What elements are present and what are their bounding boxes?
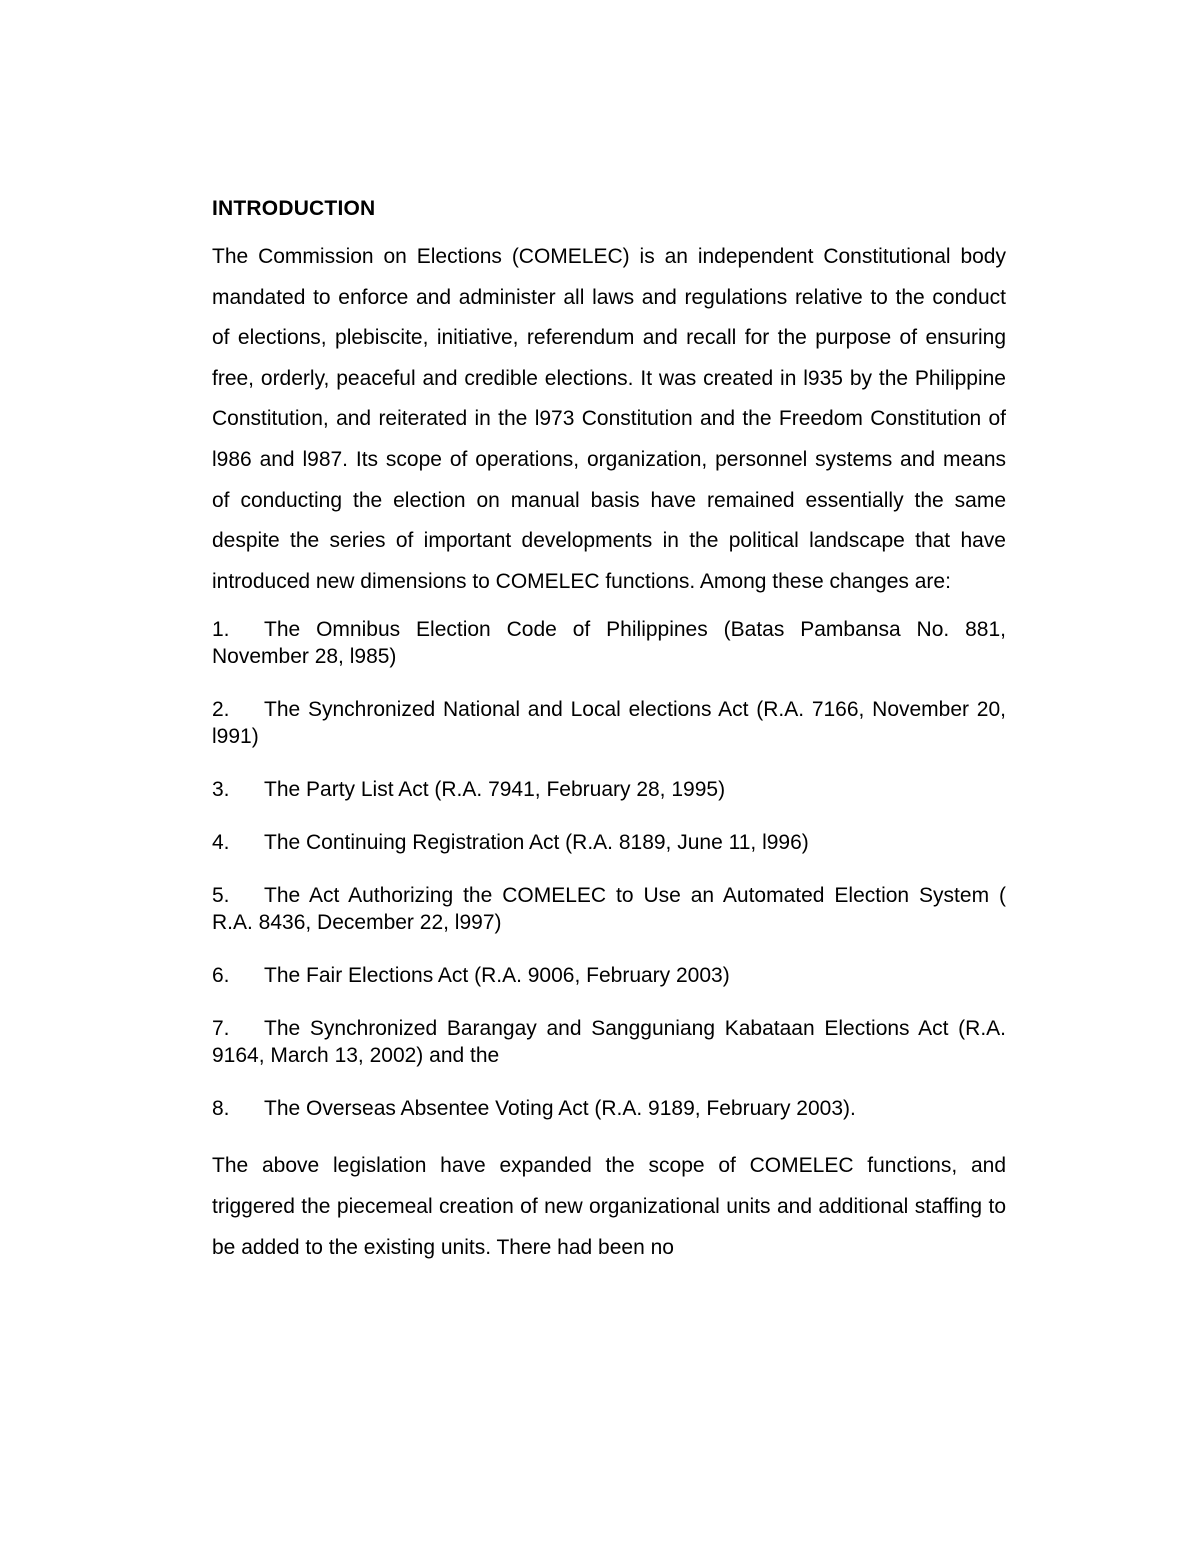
list-item-text: The Overseas Absentee Voting Act (R.A. 9189, February 2003). [264, 1097, 856, 1121]
list-item-text: The Synchronized Barangay and Sangguniang Kabataan Elections Act (R.A. 9164, March 13, 2002) and the [212, 1017, 1006, 1068]
list-item-text: The Act Authorizing the COMELEC to Use an Automated Election System ( R.A. 8436, December 22, l997) [212, 884, 1006, 935]
list-item-number: 7. [212, 1017, 230, 1041]
list-item-text: The Fair Elections Act (R.A. 9006, February 2003) [264, 964, 730, 988]
list-item [212, 696, 1006, 750]
list-item-text: The Synchronized National and Local elections Act (R.A. 7166, November 20, l991) [212, 698, 1006, 749]
list-item-number: 3. [212, 778, 230, 802]
list-item [212, 1095, 1006, 1122]
list-item-number: 6. [212, 964, 230, 988]
list-item-number: 8. [212, 1097, 230, 1121]
list-item-number: 5. [212, 884, 230, 908]
intro-paragraph: The Commission on Elections (COMELEC) is an independent Constitutional body mandated to enforce and administer all laws and regulations relative to the conduct of elections, plebiscite, initiative, referendum and recall for the purpose of ensuring free, orderly, peaceful and credible elections. It was created in l935 by the Philippine Constitution, and reiterated in the l973 Constitution and the Freedom Constitution of l986 and l987. Its scope of operations, organization, personnel systems and means of conducting the election on manual basis have remained essentially the same despite the series of important developments in the political landscape that have introduced new dimensions to COMELEC functions. Among these changes are: [212, 245, 1006, 593]
list-item [212, 616, 1006, 670]
list-item [212, 829, 1006, 856]
list-item-number: 4. [212, 831, 230, 855]
list-item-text: The Party List Act (R.A. 7941, February 28, 1995) [264, 778, 726, 802]
list-item [212, 1015, 1006, 1069]
list-item [212, 776, 1006, 803]
list-item-text: The Omnibus Election Code of Philippines (Batas Pambansa No. 881, November 28, l985) [212, 618, 1006, 669]
list-item-number: 2. [212, 698, 230, 722]
list-item [212, 962, 1006, 989]
legislation-list [212, 616, 1006, 1122]
section-heading: INTRODUCTION [212, 197, 376, 220]
list-item-number: 1. [212, 618, 230, 642]
list-item-text: The Continuing Registration Act (R.A. 8189, June 11, l996) [264, 831, 809, 855]
closing-paragraph: The above legislation have expanded the scope of COMELEC functions, and triggered the piecemeal creation of new organizational units and additional staffing to be added to the existing units. There had been no [212, 1154, 1006, 1259]
list-item [212, 882, 1006, 936]
document-page [212, 193, 1006, 1268]
